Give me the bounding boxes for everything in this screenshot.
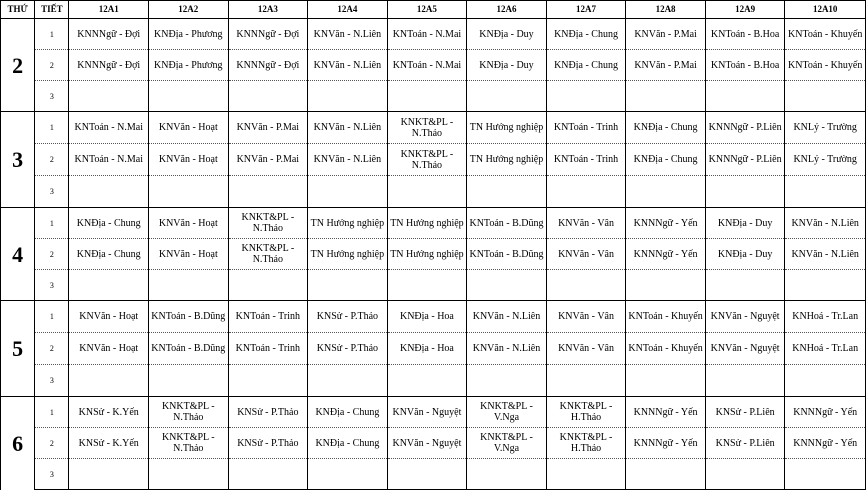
schedule-cell: KNLý - Trường	[785, 112, 866, 144]
schedule-cell	[546, 459, 626, 490]
schedule-cell	[149, 365, 229, 397]
schedule-cell: KNVăn - N.Liên	[308, 144, 388, 176]
schedule-cell	[785, 81, 866, 112]
schedule-cell: KNToán - Khuyến	[785, 50, 866, 81]
schedule-cell: KNVăn - Vân	[546, 301, 626, 333]
schedule-cell: KNVăn - Hoạt	[69, 301, 149, 333]
period-number: 1	[35, 301, 69, 333]
schedule-cell: TN Hướng nghiệp	[308, 239, 388, 270]
period-number: 1	[35, 397, 69, 428]
header-row	[1, 1, 866, 19]
schedule-cell: KNVăn - Hoạt	[69, 333, 149, 365]
schedule-cell	[69, 176, 149, 208]
period-row	[1, 50, 866, 81]
schedule-cell	[785, 176, 866, 208]
header-class-12a10: 12A10	[785, 1, 866, 19]
schedule-cell: KNKT&PL - H.Thảo	[546, 428, 626, 459]
schedule-cell: KNSử - P.Liên	[705, 428, 785, 459]
period-number: 3	[35, 459, 69, 490]
day-label: 5	[1, 301, 35, 397]
period-number: 1	[35, 208, 69, 239]
schedule-cell: KNToán - N.Mai	[387, 19, 467, 50]
schedule-cell: KNVăn - N.Liên	[467, 301, 547, 333]
schedule-cell: TN Hướng nghiệp	[387, 208, 467, 239]
schedule-cell: KNĐịa - Duy	[467, 19, 547, 50]
header-class-12a1: 12A1	[69, 1, 149, 19]
header-class-12a8: 12A8	[626, 1, 706, 19]
schedule-cell: KNToán - N.Mai	[387, 50, 467, 81]
period-number: 2	[35, 428, 69, 459]
day-label: 4	[1, 208, 35, 301]
schedule-cell	[308, 270, 388, 301]
period-row	[1, 428, 866, 459]
schedule-cell: KNToán - Khuyến	[626, 333, 706, 365]
schedule-cell: KNToán - B.Dũng	[467, 208, 547, 239]
schedule-cell	[626, 81, 706, 112]
schedule-cell	[546, 81, 626, 112]
period-row	[1, 333, 866, 365]
period-row	[1, 239, 866, 270]
period-row	[1, 112, 866, 144]
day-label: 6	[1, 397, 35, 490]
schedule-cell	[308, 365, 388, 397]
schedule-cell: KNNNgữ - Đợi	[69, 19, 149, 50]
schedule-cell: KNNNgữ - P.Liên	[705, 144, 785, 176]
period-row	[1, 270, 866, 301]
schedule-cell	[149, 270, 229, 301]
period-number: 3	[35, 81, 69, 112]
period-row	[1, 459, 866, 490]
schedule-cell: KNĐịa - Phương	[149, 19, 229, 50]
schedule-cell	[149, 176, 229, 208]
schedule-cell	[705, 81, 785, 112]
schedule-cell	[467, 365, 547, 397]
schedule-cell: KNNNgữ - Yến	[626, 208, 706, 239]
schedule-cell: KNĐịa - Chung	[546, 19, 626, 50]
schedule-cell: TN Hướng nghiệp	[467, 144, 547, 176]
schedule-cell: KNSử - K.Yến	[69, 428, 149, 459]
schedule-cell: KNNNgữ - P.Liên	[705, 112, 785, 144]
schedule-cell: KNĐịa - Chung	[546, 50, 626, 81]
day-label: 3	[1, 112, 35, 208]
schedule-cell: KNToán - Khuyến	[785, 19, 866, 50]
header-tiet: TIẾT	[35, 1, 69, 19]
period-number: 2	[35, 144, 69, 176]
period-number: 1	[35, 19, 69, 50]
schedule-cell	[228, 365, 308, 397]
schedule-cell: TN Hướng nghiệp	[467, 112, 547, 144]
schedule-cell: KNSử - P.Thảo	[228, 428, 308, 459]
schedule-cell: KNSử - K.Yến	[69, 397, 149, 428]
schedule-cell: KNVăn - Hoạt	[149, 112, 229, 144]
schedule-cell	[149, 459, 229, 490]
schedule-cell: KNĐịa - Phương	[149, 50, 229, 81]
header-class-12a5: 12A5	[387, 1, 467, 19]
schedule-cell: KNLý - Trường	[785, 144, 866, 176]
schedule-cell	[308, 459, 388, 490]
schedule-cell: KNKT&PL - N.Thảo	[387, 112, 467, 144]
schedule-cell: KNVăn - P.Mai	[228, 112, 308, 144]
period-row	[1, 365, 866, 397]
schedule-cell: KNHoá - Tr.Lan	[785, 301, 866, 333]
schedule-cell: KNNNgữ - Yến	[626, 428, 706, 459]
schedule-cell: KNĐịa - Duy	[467, 50, 547, 81]
schedule-cell: KNNNgữ - Yến	[785, 397, 866, 428]
schedule-cell: KNVăn - Vân	[546, 333, 626, 365]
schedule-cell: KNĐịa - Duy	[705, 208, 785, 239]
schedule-cell: KNKT&PL - N.Thảo	[149, 428, 229, 459]
schedule-cell: KNĐịa - Chung	[69, 208, 149, 239]
schedule-cell: KNToán - N.Mai	[69, 144, 149, 176]
schedule-cell: KNNNgữ - Yến	[626, 239, 706, 270]
schedule-cell: KNKT&PL - N.Thảo	[149, 397, 229, 428]
schedule-cell	[705, 176, 785, 208]
period-number: 1	[35, 112, 69, 144]
schedule-cell	[69, 270, 149, 301]
schedule-cell	[467, 459, 547, 490]
period-row	[1, 144, 866, 176]
schedule-cell	[149, 81, 229, 112]
schedule-cell: KNVăn - N.Liên	[467, 333, 547, 365]
schedule-cell: KNĐịa - Hoa	[387, 301, 467, 333]
header-class-12a9: 12A9	[705, 1, 785, 19]
schedule-cell: KNĐịa - Chung	[69, 239, 149, 270]
schedule-cell: KNVăn - Nguyệt	[387, 397, 467, 428]
schedule-cell	[69, 81, 149, 112]
schedule-cell: KNHoá - Tr.Lan	[785, 333, 866, 365]
schedule-cell: KNVăn - Nguyệt	[705, 301, 785, 333]
schedule-cell	[387, 270, 467, 301]
schedule-cell: KNNNgữ - Đợi	[228, 19, 308, 50]
schedule-cell: KNĐịa - Duy	[705, 239, 785, 270]
period-row	[1, 301, 866, 333]
schedule-cell: KNVăn - Hoạt	[149, 239, 229, 270]
period-row	[1, 176, 866, 208]
schedule-cell: KNVăn - Vân	[546, 208, 626, 239]
schedule-cell	[626, 270, 706, 301]
schedule-cell: KNĐịa - Hoa	[387, 333, 467, 365]
schedule-cell	[546, 176, 626, 208]
schedule-cell: KNKT&PL - V.Nga	[467, 397, 547, 428]
schedule-cell	[785, 270, 866, 301]
schedule-cell: KNToán - B.Hoa	[705, 19, 785, 50]
schedule-cell	[308, 176, 388, 208]
schedule-cell	[69, 365, 149, 397]
period-row	[1, 81, 866, 112]
schedule-cell: TN Hướng nghiệp	[387, 239, 467, 270]
schedule-cell: KNKT&PL - N.Thảo	[387, 144, 467, 176]
schedule-cell	[387, 176, 467, 208]
schedule-cell	[387, 81, 467, 112]
schedule-cell	[626, 176, 706, 208]
schedule-cell: KNĐịa - Chung	[626, 144, 706, 176]
schedule-cell	[467, 270, 547, 301]
schedule-cell: KNKT&PL - V.Nga	[467, 428, 547, 459]
schedule-cell: KNVăn - N.Liên	[308, 112, 388, 144]
schedule-cell	[705, 365, 785, 397]
schedule-cell	[626, 365, 706, 397]
period-row	[1, 397, 866, 428]
period-number: 3	[35, 176, 69, 208]
schedule-cell: KNNNgữ - Yến	[785, 428, 866, 459]
schedule-cell: KNĐịa - Chung	[626, 112, 706, 144]
schedule-cell: KNToán - Khuyến	[626, 301, 706, 333]
schedule-cell	[546, 365, 626, 397]
schedule-cell	[387, 459, 467, 490]
schedule-cell	[546, 270, 626, 301]
period-number: 2	[35, 50, 69, 81]
period-number: 3	[35, 270, 69, 301]
schedule-cell: KNToán - B.Dũng	[149, 333, 229, 365]
schedule-cell: KNVăn - N.Liên	[308, 19, 388, 50]
schedule-cell: KNKT&PL - N.Thảo	[228, 239, 308, 270]
day-label: 2	[1, 19, 35, 112]
schedule-cell: KNSử - P.Thảo	[308, 333, 388, 365]
schedule-cell	[785, 459, 866, 490]
schedule-cell: KNVăn - P.Mai	[626, 19, 706, 50]
schedule-cell: KNSử - P.Thảo	[308, 301, 388, 333]
schedule-cell: KNVăn - N.Liên	[785, 208, 866, 239]
period-row	[1, 19, 866, 50]
schedule-cell: KNĐịa - Chung	[308, 397, 388, 428]
schedule-cell	[228, 81, 308, 112]
schedule-cell: KNVăn - P.Mai	[228, 144, 308, 176]
timetable-body	[1, 19, 866, 490]
schedule-cell	[69, 459, 149, 490]
header-class-12a2: 12A2	[149, 1, 229, 19]
schedule-cell: KNToán - B.Hoa	[705, 50, 785, 81]
schedule-cell	[387, 365, 467, 397]
schedule-cell: KNToán - N.Mai	[69, 112, 149, 144]
schedule-cell: KNĐịa - Chung	[308, 428, 388, 459]
period-number: 2	[35, 333, 69, 365]
schedule-cell: KNNNgữ - Yến	[626, 397, 706, 428]
schedule-cell: TN Hướng nghiệp	[308, 208, 388, 239]
schedule-cell	[228, 459, 308, 490]
period-number: 3	[35, 365, 69, 397]
schedule-cell: KNToán - B.Dũng	[149, 301, 229, 333]
schedule-cell: KNToán - Trinh	[228, 301, 308, 333]
header-class-12a7: 12A7	[546, 1, 626, 19]
header-thu: THỨ	[1, 1, 35, 19]
schedule-cell	[467, 81, 547, 112]
schedule-cell: KNVăn - Vân	[546, 239, 626, 270]
schedule-cell: KNVăn - Nguyệt	[387, 428, 467, 459]
schedule-cell: KNToán - B.Dũng	[467, 239, 547, 270]
schedule-cell	[705, 270, 785, 301]
schedule-cell: KNVăn - P.Mai	[626, 50, 706, 81]
header-class-12a3: 12A3	[228, 1, 308, 19]
period-row	[1, 208, 866, 239]
header-class-12a6: 12A6	[467, 1, 547, 19]
schedule-cell: KNNNgữ - Đợi	[228, 50, 308, 81]
schedule-cell: KNNNgữ - Đợi	[69, 50, 149, 81]
schedule-cell: KNVăn - Hoạt	[149, 208, 229, 239]
schedule-cell: KNToán - Trinh	[546, 112, 626, 144]
schedule-cell	[785, 365, 866, 397]
schedule-cell	[467, 176, 547, 208]
schedule-cell: KNSử - P.Liên	[705, 397, 785, 428]
schedule-cell: KNVăn - Nguyệt	[705, 333, 785, 365]
schedule-cell: KNVăn - N.Liên	[785, 239, 866, 270]
schedule-cell	[705, 459, 785, 490]
schedule-cell	[228, 270, 308, 301]
header-class-12a4: 12A4	[308, 1, 388, 19]
schedule-cell: KNSử - P.Thảo	[228, 397, 308, 428]
schedule-cell: KNKT&PL - N.Thảo	[228, 208, 308, 239]
period-number: 2	[35, 239, 69, 270]
schedule-cell	[308, 81, 388, 112]
schedule-cell: KNToán - Trinh	[546, 144, 626, 176]
schedule-cell	[228, 176, 308, 208]
schedule-cell	[626, 459, 706, 490]
schedule-cell: KNKT&PL - H.Thảo	[546, 397, 626, 428]
schedule-cell: KNToán - Trinh	[228, 333, 308, 365]
schedule-cell: KNVăn - N.Liên	[308, 50, 388, 81]
schedule-cell: KNVăn - Hoạt	[149, 144, 229, 176]
